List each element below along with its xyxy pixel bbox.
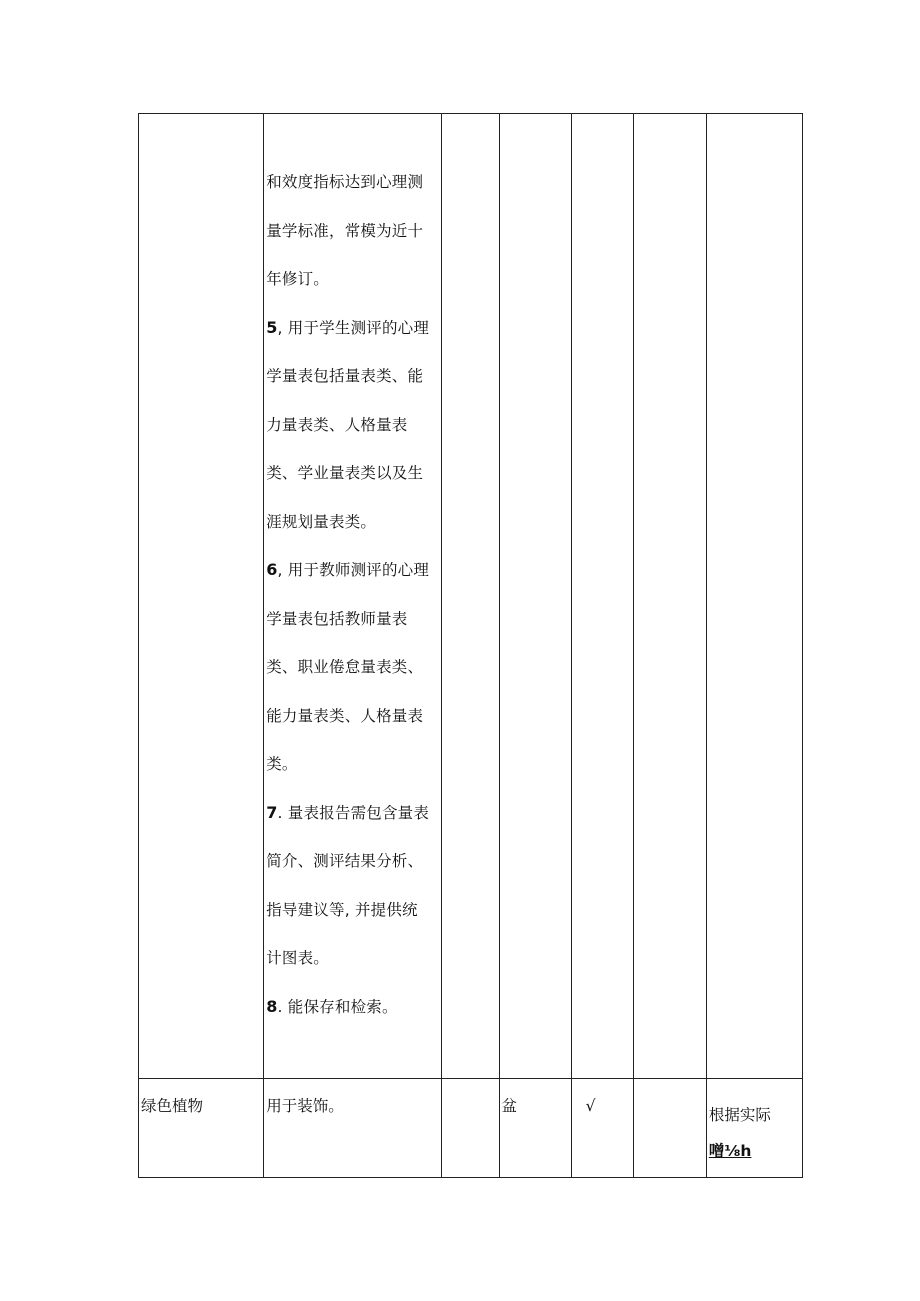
description-cell: [264, 1079, 442, 1178]
desc-line: 量学标准，常模为近十: [266, 221, 424, 240]
desc-line: 计图表。: [266, 949, 329, 967]
desc-line: 和效度指标达到心理测: [266, 173, 424, 191]
desc-line: 类、学业量表类以及生: [266, 464, 424, 482]
quantity-cell: [442, 1079, 499, 1178]
desc-line: 7. 量表报告需包含量表: [266, 802, 430, 822]
item-name: 绿色植物: [141, 1097, 204, 1115]
item-note: [707, 1079, 802, 1169]
desc-line: 简介、测评结果分析、: [266, 852, 424, 870]
item-name-cell: [139, 1079, 264, 1178]
desc-line: 指导建议等, 并提供统: [266, 900, 418, 919]
note-line: 根据实际: [708, 1106, 771, 1124]
desc-line: 8. 能保存和检索。: [266, 996, 398, 1016]
desc-line: 能力量表类、人格量表: [266, 706, 424, 725]
desc-line: 学量表包括教师量表: [266, 609, 408, 628]
check-cell: [571, 1079, 633, 1178]
table-row: [139, 1079, 803, 1178]
desc-line: 类、职业倦怠量表类、: [266, 658, 424, 676]
item-name-cell: [139, 114, 264, 1079]
description-cell: [264, 114, 442, 1079]
table-row: [139, 114, 803, 1079]
desc-line: 涯规划量表类。: [266, 512, 377, 531]
note-line: 噌⅛h: [708, 1142, 752, 1160]
desc-line: 学量表包括量表类、能: [266, 367, 424, 385]
quantity-cell: [442, 114, 499, 1079]
spec-table: [138, 113, 803, 1178]
desc-line: 力量表类、人格量表: [266, 415, 408, 434]
item-unit: 盆: [501, 1097, 518, 1115]
desc-line: 6, 用于教师测评的心理: [266, 560, 430, 579]
item-description: 用于装饰。: [266, 1097, 344, 1115]
check-mark: √: [585, 1097, 596, 1115]
check-cell: [571, 114, 633, 1079]
unit-cell: [499, 114, 571, 1079]
note-cell: [706, 114, 802, 1079]
unit-cell: [499, 1079, 571, 1178]
extra-cell: [633, 114, 706, 1079]
note-cell: [706, 1079, 802, 1178]
desc-line: 5, 用于学生测评的心理: [266, 317, 430, 337]
desc-line: 类。: [266, 755, 298, 773]
desc-line: 年修订。: [266, 270, 329, 288]
description-lines: [264, 114, 441, 1031]
extra-cell: [633, 1079, 706, 1178]
